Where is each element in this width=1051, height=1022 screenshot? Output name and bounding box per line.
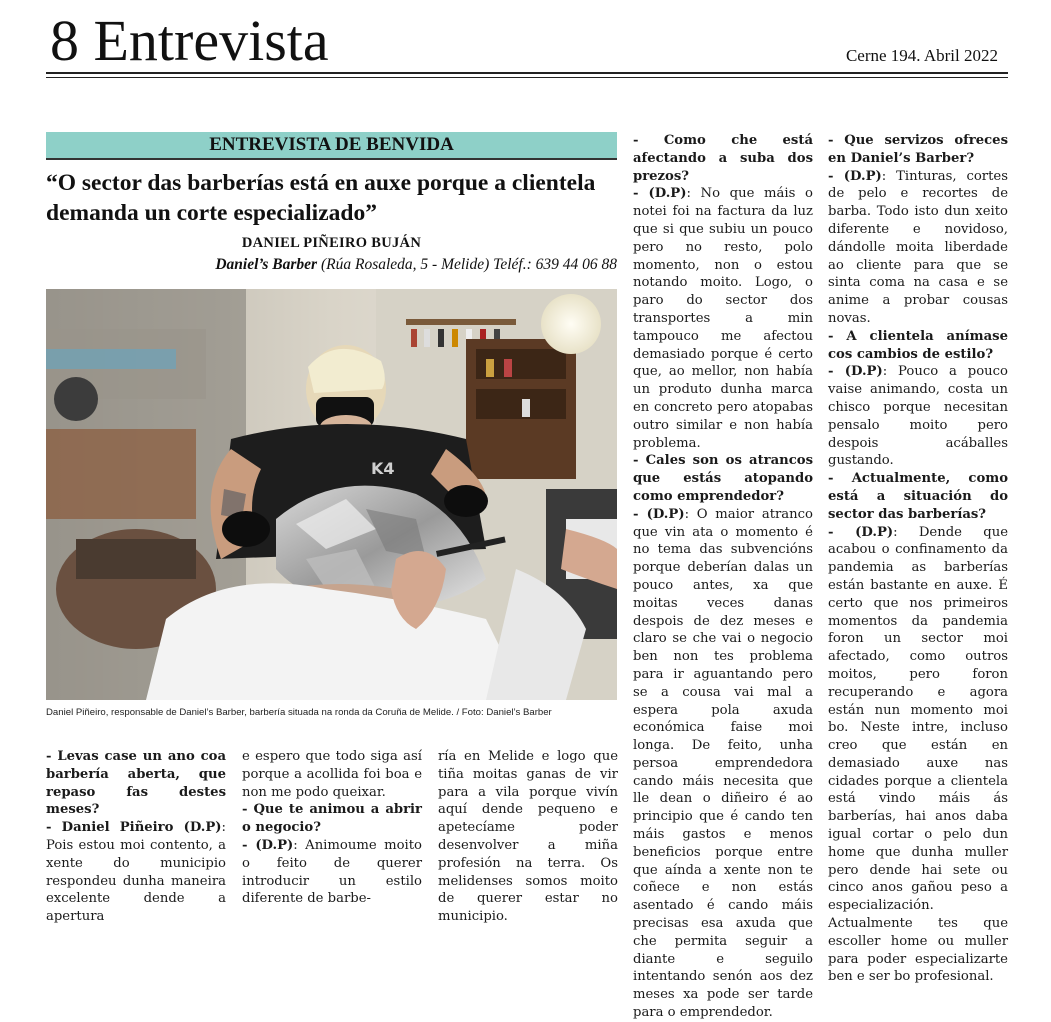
interview-answer: : Pois estou moi contento, a xente do municipio respondeu dunha maneira excelente dende a apertura (46, 820, 226, 925)
interview-answer: : Pouco a pouco vaise animando, costa un chisco porque necesitan pensalo moito pero despois acáballes gustando. (828, 364, 1008, 469)
text-column-a (46, 748, 226, 926)
interview-question: - Actualmente, como está a situación do sector das barberías? (828, 471, 1008, 522)
interviewee-label: - (D.P) (828, 364, 883, 380)
interview-question: - A clientela anímase cos cambios de estilo? (828, 328, 1008, 362)
business-info (46, 256, 617, 274)
text-column-d (633, 132, 813, 1022)
interview-question: - Que te animou a abrir o negocio? (242, 802, 422, 836)
interview-answer: : Tinturas, cortes de pelo e recortes de barba. Todo isto dun xeito diferente e novidoso, dándolle moita liberdade ao cliente para que se sinta coma na casa e se anime a probar cousas novas. (828, 168, 1008, 326)
interview-answer: e espero que todo siga así porque a acollida foi boa e non me podo queixar. (242, 749, 422, 800)
interview-question: - Levas case un ano coa barbería aberta, que repaso fas destes meses? (46, 749, 226, 818)
section-banner: ENTREVISTA DE BENVIDA (46, 132, 617, 160)
column-b-text (242, 748, 422, 908)
interview-question: - Que servizos ofreces en Daniel’s Barber? (828, 133, 1008, 166)
page-header (46, 8, 1008, 80)
interview-answer: ría en Melide e logo que tiña moitas ganas de vir para a vila porque vivín aquí dende pequeno e apetecíame poder desenvolver a miña profesión na terra. Os melidenses somos moito de querer estar no municipio. (438, 749, 618, 925)
interview-answer: : Dende que acabou o confinamento da pandemia as barberías están bastante en auxe. É certo que nos primeiros momentos da pandemia foron un sector moi afectado, como outros moitos, pero foron recuperando e agora están nun momento moi bo. Neste intre, incluso creo que están en demasiado auxe nas cidades porque a clientela está vindo máis ás barberías, hai anos daba igual cortar o pelo dun home que dunha muller pero dende hai sete ou cinco anos gañou peso a especialización. Actualmente tes que escoller home ou muller para poder especializarte ben e ser bo profesional. (828, 524, 1008, 985)
interviewee-label: - (D.P) (828, 168, 882, 184)
article-author: DANIEL PIÑEIRO BUJÁN (241, 235, 422, 251)
column-e-text (828, 132, 1008, 986)
interview-answer: : No que máis o notei foi na factura da luz que si que subiu un pouco pero no resto, polo momento, non o estou notando moito. Logo, o paro do sector dos transportes a min tampouco me afectou demasiado porque é certo que, ao mellor, non había un produto dunha marca en concreto pero atopabas outro similar e non había problema. (633, 186, 813, 451)
svg-text:K4: K4 (371, 459, 395, 478)
column-c-text (438, 748, 618, 926)
issue-info: Cerne 194. Abril 2022 (845, 46, 998, 65)
interviewee-label: - (D.P) (242, 837, 294, 853)
interviewee-label: - (D.P) (633, 506, 685, 522)
text-column-b (242, 748, 422, 908)
article-headline: “O sector das barberías está en auxe porque a clientela demanda un corte especializado” (46, 170, 596, 226)
text-column-c (438, 748, 618, 926)
photo-caption: Daniel Piñeiro, responsable de Daniel’s Barber, barbería situada na ronda da Coruña de Melide. / Foto: Daniel’s Barber (46, 707, 552, 718)
interview-question: - Como che está afectando a suba dos prezos? (633, 133, 813, 184)
interviewee-label: - (D.P) (633, 186, 687, 202)
header-rule-thin (46, 77, 1008, 78)
header-rule (46, 72, 1008, 74)
interviewee-label: - Daniel Piñeiro (D.P) (46, 820, 222, 836)
interviewee-label: - (D.P) (828, 524, 894, 540)
column-d-text (633, 132, 813, 1022)
interview-answer: : O maior atranco que vin ata o momento é no tema das subvencións porque deberían dalas un pouco antes, xa que moitas veces danas despois de dez meses e claro se che vai o negocio ben non tes problema para ir aguantando pero se a cousa vai mal a espera pola axuda económica faise moi longa. De feito, unha persoa emprendedora cando máis necesita que lle dean o diñeiro é ao principio que é cando ten máis gastos e menos beneficios porque entre que aínda a xente non te coñece e non estás asentado é cando máis precisas esa axuda que che permita seguir a diante e seguilo intentando senón aos dez meses xa pode ser tarde para o emprendedor. (633, 506, 813, 1021)
interview-question: - Cales son os atrancos que estás atopando como emprendedor? (633, 453, 813, 504)
article-photo (46, 289, 617, 700)
column-a-text (46, 748, 226, 926)
business-name: Daniel’s Barber (215, 256, 318, 273)
text-column-e (828, 132, 1008, 986)
page-number-section: 8 Entrevista (50, 8, 329, 73)
barber-photo-illustration (46, 289, 617, 700)
business-details: (Rúa Rosaleda, 5 - Melide) Teléf.: 639 44 06 88 (317, 256, 617, 273)
interview-answer: : Animoume moito o feito de querer introducir un estilo diferente de barbe- (242, 837, 422, 907)
